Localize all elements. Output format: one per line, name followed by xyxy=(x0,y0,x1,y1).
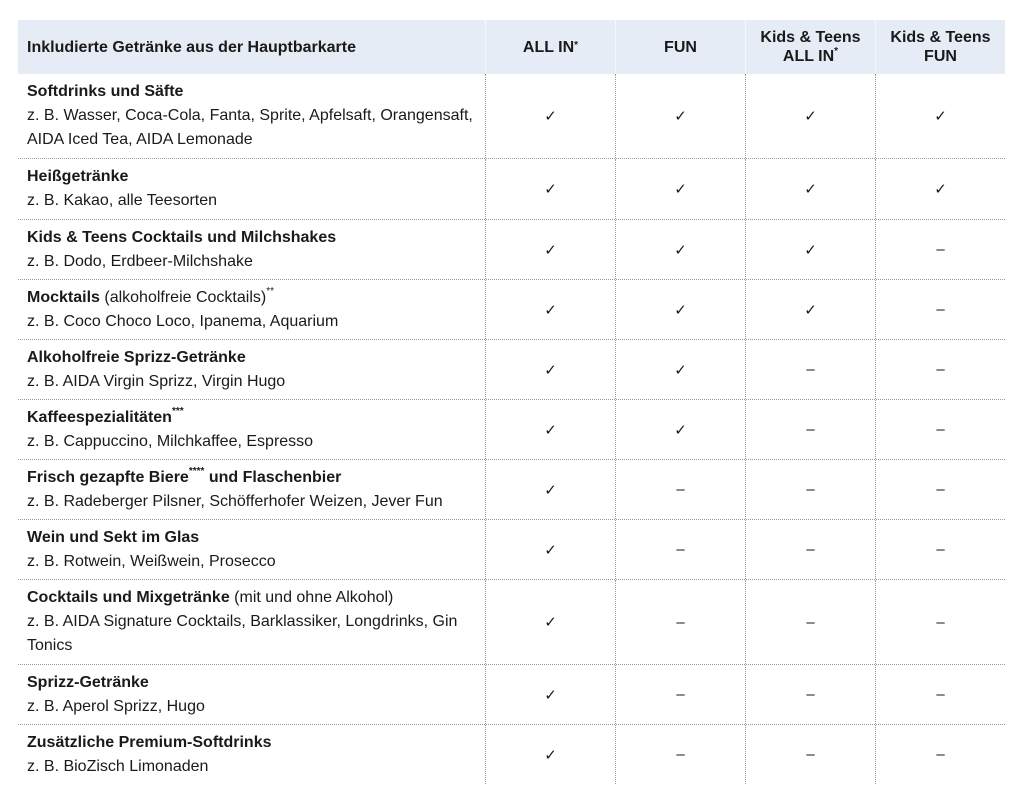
drink-category-examples: z. B. Radeberger Pilsner, Schöfferhofer Weizen, Jever Fun xyxy=(27,492,443,510)
drink-category-description xyxy=(27,463,443,517)
drinks-comparison-table xyxy=(18,20,1005,784)
drink-category-title-footnote: *** xyxy=(171,406,184,418)
table-row xyxy=(18,220,1005,280)
check-icon: ✓ xyxy=(804,241,817,259)
header-all-in-label: ALL IN xyxy=(522,38,575,56)
drink-category-examples: z. B. Aperol Sprizz, Hugo xyxy=(27,697,205,715)
cell-fun xyxy=(615,460,745,519)
cell-fun xyxy=(615,280,745,339)
dash-icon: – xyxy=(936,541,945,558)
check-icon: ✓ xyxy=(674,301,687,319)
drink-category-title: Cocktails und Mixgetränke xyxy=(27,589,230,606)
drink-category-cell xyxy=(18,220,485,279)
cell-all-in xyxy=(485,340,615,399)
drink-category-cell xyxy=(18,340,485,399)
cell-kids-teens-fun xyxy=(875,725,1005,784)
dash-icon: – xyxy=(676,481,685,498)
cell-kids-teens-all-in xyxy=(745,159,875,219)
cell-kids-teens-all-in xyxy=(745,74,875,158)
cell-all-in xyxy=(485,725,615,784)
check-icon: ✓ xyxy=(544,541,557,559)
drink-category-examples: z. B. AIDA Signature Cocktails, Barklassiker, Longdrinks, Gin Tonics xyxy=(27,613,458,654)
header-fun-label: FUN xyxy=(664,38,697,56)
drink-category-title: Zusätzliche Premium-Softdrinks xyxy=(27,733,272,751)
dash-icon: – xyxy=(676,613,685,631)
dash-icon: – xyxy=(936,421,945,438)
table-row xyxy=(18,580,1005,665)
cell-all-in xyxy=(485,400,615,459)
drink-category-cell xyxy=(18,725,485,784)
check-icon: ✓ xyxy=(544,481,557,499)
drink-category-title: Kids & Teens Cocktails und Milchshakes xyxy=(27,228,337,246)
check-icon: ✓ xyxy=(544,181,557,198)
drink-category-cell xyxy=(18,520,485,579)
header-kids-teens-fun-line2: FUN xyxy=(924,48,957,65)
table-body xyxy=(18,74,1005,784)
table-row xyxy=(18,340,1005,400)
dash-icon: – xyxy=(936,746,945,763)
check-icon: ✓ xyxy=(544,108,557,125)
cell-fun xyxy=(615,340,745,399)
drink-category-title: Heißgetränke xyxy=(27,168,129,185)
cell-all-in xyxy=(485,159,615,219)
cell-kids-teens-fun xyxy=(875,460,1005,519)
drink-category-title: Wein und Sekt im Glas xyxy=(27,528,200,546)
drink-category-title-footnote: **** xyxy=(188,466,205,478)
drink-category-description xyxy=(27,162,217,216)
check-icon: ✓ xyxy=(674,181,687,198)
cell-kids-teens-all-in xyxy=(745,220,875,279)
drink-category-cell xyxy=(18,74,485,158)
cell-fun xyxy=(615,580,745,664)
table-header-row xyxy=(18,20,1005,74)
drink-category-title: Mocktails xyxy=(27,288,100,306)
table-row xyxy=(18,460,1005,520)
cell-kids-teens-fun xyxy=(875,400,1005,459)
check-icon: ✓ xyxy=(934,108,947,125)
cell-kids-teens-all-in xyxy=(745,460,875,519)
drink-category-title: Kaffeespezialitäten xyxy=(27,408,172,426)
header-included-drinks-label: Inkludierte Getränke aus der Hauptbarkarte xyxy=(27,38,356,56)
drink-category-examples: z. B. AIDA Virgin Sprizz, Virgin Hugo xyxy=(27,372,286,390)
check-icon: ✓ xyxy=(544,686,557,704)
check-icon: ✓ xyxy=(934,181,947,198)
header-kids-teens-all-in-footnote: * xyxy=(834,45,839,57)
drink-category-description xyxy=(27,583,477,661)
check-icon: ✓ xyxy=(544,421,557,439)
dash-icon: – xyxy=(936,361,945,378)
drink-category-description xyxy=(27,343,285,397)
drink-category-description xyxy=(27,403,313,457)
drink-category-description xyxy=(27,668,205,722)
dash-icon: – xyxy=(806,481,815,498)
check-icon: ✓ xyxy=(544,746,557,764)
cell-fun xyxy=(615,159,745,219)
check-icon: ✓ xyxy=(674,108,687,125)
drink-category-title: Frisch gezapfte Biere xyxy=(27,468,189,486)
header-kids-teens-all-in xyxy=(745,20,875,74)
drink-category-cell xyxy=(18,400,485,459)
cell-kids-teens-all-in xyxy=(745,400,875,459)
cell-kids-teens-all-in xyxy=(745,520,875,579)
drink-category-examples: z. B. Dodo, Erdbeer-Milchshake xyxy=(27,252,253,270)
cell-kids-teens-all-in xyxy=(745,280,875,339)
dash-icon: – xyxy=(676,746,685,763)
drink-category-cell xyxy=(18,460,485,519)
drink-category-description xyxy=(27,283,338,337)
cell-kids-teens-fun xyxy=(875,580,1005,664)
cell-kids-teens-fun xyxy=(875,74,1005,158)
table-row xyxy=(18,280,1005,340)
dash-icon: – xyxy=(676,686,685,703)
drink-category-cell xyxy=(18,580,485,664)
cell-fun xyxy=(615,74,745,158)
dash-icon: – xyxy=(806,421,815,438)
cell-all-in xyxy=(485,280,615,339)
header-kids-teens-all-in-line2: ALL IN xyxy=(782,48,835,65)
header-included-drinks xyxy=(18,20,485,74)
dash-icon: – xyxy=(806,541,815,558)
dash-icon: – xyxy=(806,686,815,703)
drink-category-cell xyxy=(18,280,485,339)
drink-category-cell xyxy=(18,159,485,219)
table-row xyxy=(18,520,1005,580)
drink-category-cell xyxy=(18,665,485,724)
check-icon: ✓ xyxy=(544,241,557,259)
cell-all-in xyxy=(485,520,615,579)
table-row xyxy=(18,665,1005,725)
cell-fun xyxy=(615,220,745,279)
cell-fun xyxy=(615,725,745,784)
cell-all-in xyxy=(485,580,615,664)
drink-category-note: (mit und ohne Alkohol) xyxy=(229,589,394,606)
header-kids-teens-fun xyxy=(875,20,1005,74)
drink-category-examples: z. B. Kakao, alle Teesorten xyxy=(27,192,218,209)
cell-all-in xyxy=(485,665,615,724)
cell-all-in xyxy=(485,460,615,519)
drink-category-title: Sprizz-Getränke xyxy=(27,673,149,691)
cell-fun xyxy=(615,520,745,579)
drink-category-title: Alkoholfreie Sprizz-Getränke xyxy=(27,348,246,366)
cell-kids-teens-all-in xyxy=(745,580,875,664)
check-icon: ✓ xyxy=(544,301,557,319)
dash-icon: – xyxy=(806,613,815,631)
dash-icon: – xyxy=(936,613,945,631)
cell-kids-teens-fun xyxy=(875,520,1005,579)
check-icon: ✓ xyxy=(804,108,817,125)
cell-kids-teens-fun xyxy=(875,340,1005,399)
check-icon: ✓ xyxy=(544,614,557,631)
header-kids-teens-fun-line1: Kids & Teens xyxy=(890,29,991,46)
cell-kids-teens-fun xyxy=(875,280,1005,339)
dash-icon: – xyxy=(806,746,815,763)
cell-kids-teens-fun xyxy=(875,665,1005,724)
dash-icon: – xyxy=(936,241,945,258)
drink-category-description xyxy=(27,77,477,155)
drink-category-examples: z. B. Cappuccino, Milchkaffee, Espresso xyxy=(27,432,314,450)
cell-kids-teens-fun xyxy=(875,159,1005,219)
check-icon: ✓ xyxy=(804,181,817,198)
header-all-in: ALL IN * xyxy=(485,20,615,74)
header-fun xyxy=(615,20,745,74)
drink-category-note-footnote: ** xyxy=(266,286,274,298)
cell-kids-teens-fun xyxy=(875,220,1005,279)
drink-category-examples: z. B. Rotwein, Weißwein, Prosecco xyxy=(27,552,276,570)
drink-category-description xyxy=(27,728,272,782)
cell-all-in xyxy=(485,220,615,279)
check-icon: ✓ xyxy=(544,361,557,379)
drink-category-note: (alkoholfreie Cocktails) xyxy=(99,288,267,306)
dash-icon: – xyxy=(676,541,685,558)
dash-icon: – xyxy=(936,686,945,703)
table-row xyxy=(18,159,1005,220)
drink-category-examples: z. B. BioZisch Limonaden xyxy=(27,757,209,775)
table-row xyxy=(18,400,1005,460)
check-icon: ✓ xyxy=(804,301,817,319)
cell-fun xyxy=(615,400,745,459)
drink-category-description xyxy=(27,523,276,577)
dash-icon: – xyxy=(806,361,815,378)
drink-category-examples: z. B. Wasser, Coca-Cola, Fanta, Sprite, Apfelsaft, Orangensaft, AIDA Iced Tea, AIDA Lemonade xyxy=(27,107,473,148)
drink-category-description xyxy=(27,223,336,277)
dash-icon: – xyxy=(936,301,945,318)
check-icon: ✓ xyxy=(674,361,687,379)
table-row xyxy=(18,725,1005,784)
check-icon: ✓ xyxy=(674,241,687,259)
dash-icon: – xyxy=(936,481,945,498)
table-row xyxy=(18,74,1005,159)
cell-kids-teens-all-in xyxy=(745,665,875,724)
cell-fun xyxy=(615,665,745,724)
cell-kids-teens-all-in xyxy=(745,340,875,399)
header-kids-teens-all-in-line1: Kids & Teens xyxy=(760,29,861,46)
drink-category-title: Softdrinks und Säfte xyxy=(27,83,184,100)
cell-kids-teens-all-in xyxy=(745,725,875,784)
check-icon: ✓ xyxy=(674,421,687,439)
cell-all-in xyxy=(485,74,615,158)
drink-category-examples: z. B. Coco Choco Loco, Ipanema, Aquarium xyxy=(27,312,339,330)
drink-category-title-continued: und Flaschenbier xyxy=(204,468,342,486)
